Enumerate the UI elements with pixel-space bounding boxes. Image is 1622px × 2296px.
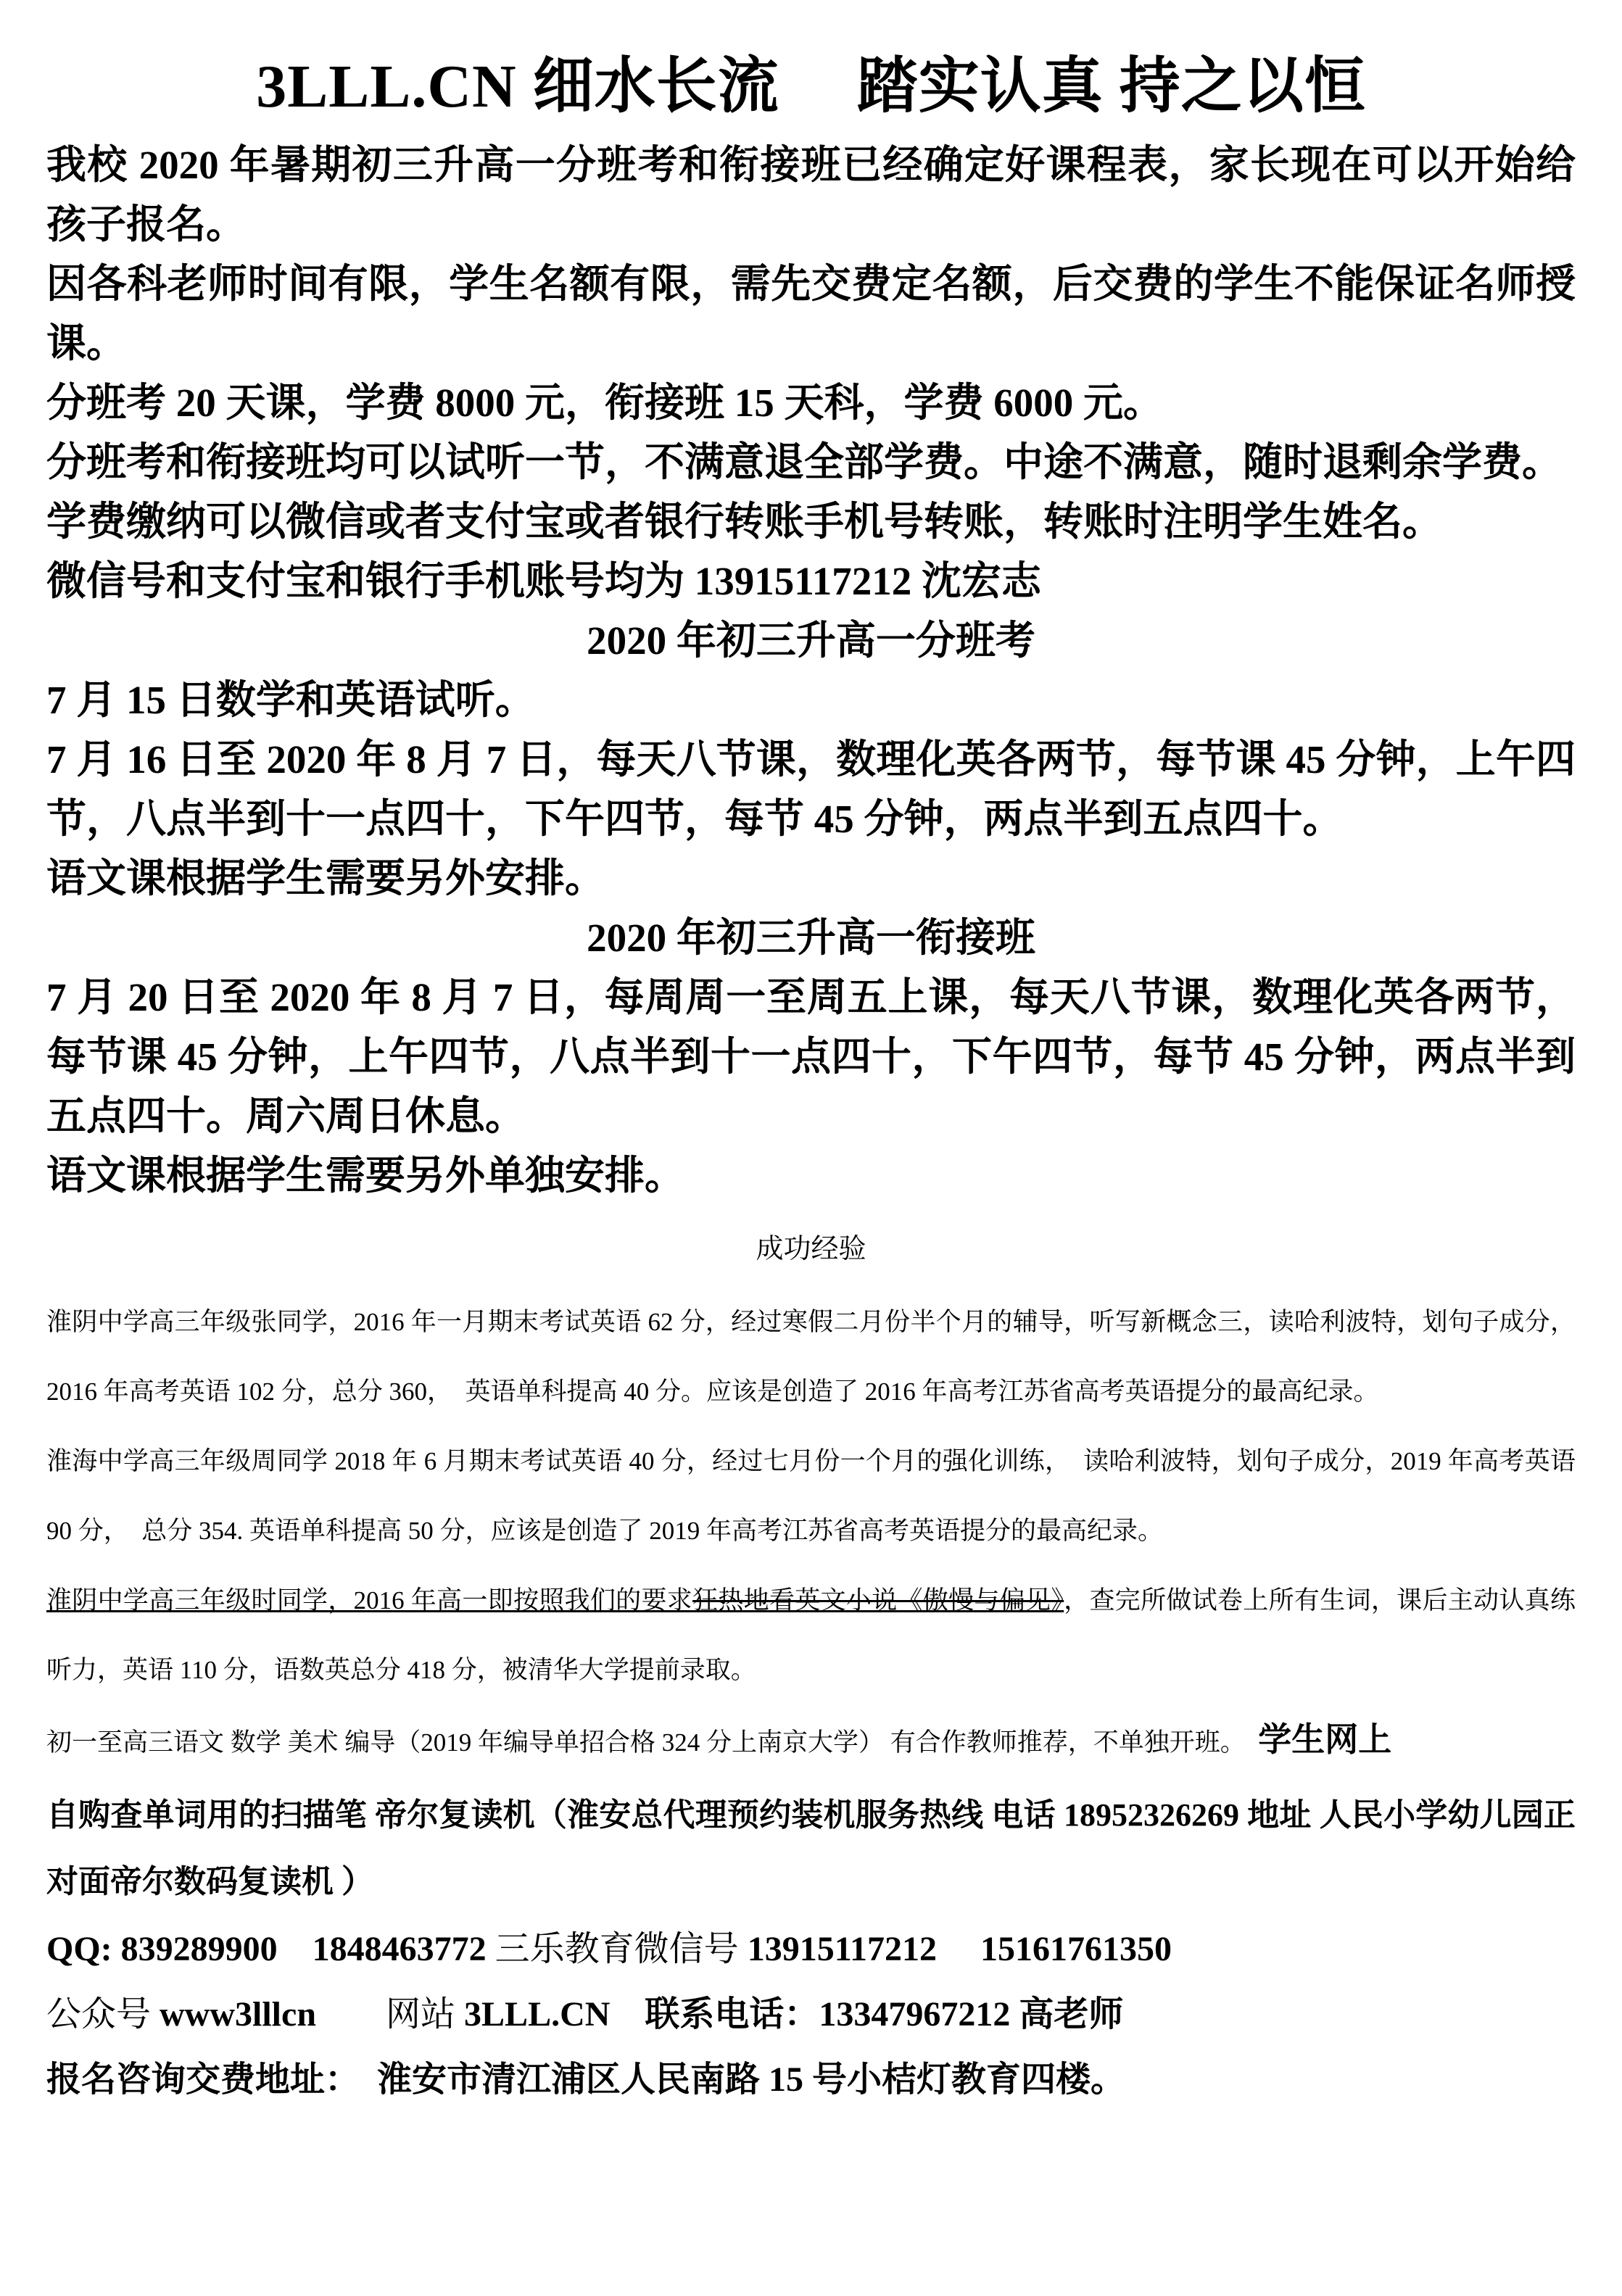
official-account-value: www3lllcn: [160, 1994, 317, 2034]
success-case-3: [46, 1566, 1576, 1705]
case3-rest-text: ，查完所做试卷上所有生词，课后主动认真练听力，英语 110 分，语数英总分 418 分，被清华大学提前录取。: [46, 1586, 1576, 1684]
placement-exam-heading: 2020 年初三升高一分班考: [587, 618, 1035, 663]
notice-paragraph-3: 分班考 20 天课，学费 8000 元，衔接班 15 天科，学费 6000 元。: [46, 380, 1164, 425]
address-line: [46, 2049, 1576, 2111]
qq-wechat-line: [46, 1918, 1576, 1981]
address-label: 报名咨询交费地址：: [46, 2060, 378, 2099]
bridge-class-paragraph-2: 语文课根据学生需要另外单独安排。: [46, 1153, 685, 1198]
notice-paragraph-6: 微信号和支付宝和银行手机账号均为 13915117212 沈宏志: [46, 558, 1041, 603]
website-and-phone: 3LLL.CN 联系电话：13347967212 高老师: [464, 1994, 1124, 2034]
success-case-1: 淮阴中学高三年级张同学，2016 年一月期末考试英语 62 分，经过寒假二月份半个月的辅导，听写新概念三，读哈利波特，划句子成分，2016 年高考英语 102 分，总分 360， 英语单科提高 40 分。应该是创造了 2016 年高考江苏省高考英语提分的最高纪录。: [46, 1307, 1576, 1406]
qq-numbers: QQ: 839289900 1848463772: [46, 1929, 495, 1968]
notice-paragraph-5: 学费缴纳可以微信或者支付宝或者银行转账手机号转账，转账时注明学生姓名。: [46, 499, 1443, 544]
case3-underlined-text: 淮阴中学高三年级时同学，2016 年高一即按照我们的要求: [46, 1586, 693, 1615]
wechat-label: 三乐教育微信号: [495, 1929, 748, 1968]
notice-paragraph-2: 因各科老师时间有限，学生名额有限，需先交费定名额，后交费的学生不能保证名师授课。: [46, 261, 1576, 365]
courses-bold-tail: 学生网上: [1258, 1720, 1392, 1758]
courses-line: [46, 1705, 1576, 1778]
success-heading: 成功经验: [756, 1233, 866, 1264]
scanner-product-line: 自购查单词用的扫描笔 帝尔复读机（淮安总代理预约装机服务热线 电话 18952326269 地址 人民小学幼儿园正对面帝尔数码复读机 ）: [46, 1796, 1576, 1899]
official-account-label: 公众号: [46, 1994, 160, 2034]
page-title: 3LLL.CN 细水长流 踏实认真 持之以恒: [256, 53, 1366, 120]
placement-exam-paragraph-3: 语文课根据学生需要另外安排。: [46, 855, 605, 900]
placement-exam-paragraph-2: 7 月 16 日至 2020 年 8 月 7 日，每天八节课，数理化英各两节，每节课 45 分钟，上午四节，八点半到十一点四十，下午四节，每节 45 分钟，两点半到五点四十。: [46, 737, 1576, 841]
case3-strikethrough-text: 狂热地看英文小说《傲慢与偏见》: [692, 1586, 1064, 1615]
bridge-class-paragraph-1: 7 月 20 日至 2020 年 8 月 7 日，每周周一至周五上课，每天八节课，数理化英各两节，每节课 45 分钟，上午四节，八点半到十一点四十，下午四节，每节 45 分钟，两点半到五点四十。周六周日休息。: [46, 974, 1576, 1138]
placement-exam-paragraph-1: 7 月 15 日数学和英语试听。: [46, 677, 535, 722]
courses-text: 初一至高三语文 数学 美术 编导（2019 年编导单招合格 324 分上南京大学） 有合作教师推荐，不单独开班。: [46, 1728, 1259, 1757]
website-label: 网站: [316, 1994, 465, 2034]
wechat-numbers: 13915117212 15161761350: [747, 1929, 1172, 1968]
web-phone-line: [46, 1984, 1576, 2046]
notice-paragraph-4: 分班考和衔接班均可以试听一节，不满意退全部学费。中途不满意，随时退剩余学费。: [46, 439, 1563, 484]
address-value: 淮安市清江浦区人民南路 15 号小桔灯教育四楼。: [377, 2060, 1126, 2099]
bridge-class-heading: 2020 年初三升高一衔接班: [587, 915, 1035, 960]
notice-paragraph-1: 我校 2020 年暑期初三升高一分班考和衔接班已经确定好课程表，家长现在可以开始给孩子报名。: [46, 142, 1576, 246]
success-case-2: 淮海中学高三年级周同学 2018 年 6 月期末考试英语 40 分，经过七月份一个月的强化训练， 读哈利波特，划句子成分，2019 年高考英语 90 分， 总分 354. 英语单科提高 50 分，应该是创造了 2019 年高考江苏省高考英语提分的最高纪录。: [46, 1446, 1576, 1545]
